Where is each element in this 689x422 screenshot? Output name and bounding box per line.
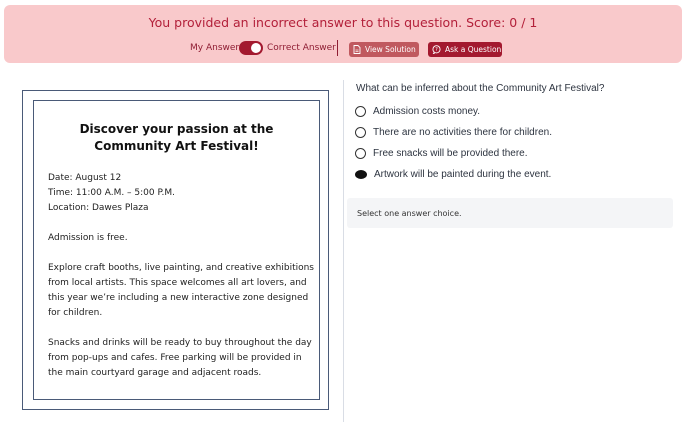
document-icon [353,45,361,54]
passage-location: Location: Dawes Plaza [48,203,149,213]
correct-answer-label: Correct Answer [267,43,336,53]
answer-option-c[interactable] [355,146,528,160]
answer-controls [4,38,682,58]
passage-line: from local artists. This space welcomes all art lovers, and [48,278,307,288]
option-label: There are no activities there for children. [373,126,552,138]
passage-card [33,100,320,400]
toggle-knob [251,43,261,53]
option-label: Artwork will be painted during the event. [374,168,552,180]
radio-button[interactable] [355,127,366,138]
answer-option-b[interactable] [355,125,552,139]
passage-title: Discover your passion at the Community Art Festival! [79,122,274,153]
answer-option-d[interactable] [355,167,551,181]
option-label: Admission costs money. [373,105,481,117]
question-bubble-icon [432,45,441,54]
my-answer-label: My Answer [190,43,240,53]
radio-button[interactable] [355,148,366,159]
passage-line: for children. [48,308,103,318]
passage-date: Date: August 12 [48,173,122,183]
ask-question-label: Ask a Question [445,45,502,54]
controls-divider [337,40,338,56]
passage-line: from pop-ups and cafes. Free parking will be provided in [48,353,302,363]
feedback-banner [4,5,682,63]
view-solution-button[interactable] [349,42,419,57]
view-solution-label: View Solution [365,45,416,54]
instruction-text: Select one answer choice. [357,209,462,218]
answer-option-a[interactable] [355,104,480,118]
option-label: Free snacks will be provided there. [373,147,528,159]
passage-line: Explore craft booths, live painting, and creative exhibitions [48,263,314,273]
instruction-box [347,198,673,228]
radio-button-selected[interactable] [355,170,367,179]
passage-line: this year we’re including a new interactive zone designed [48,293,309,303]
ask-question-button[interactable] [428,42,502,57]
answer-toggle[interactable] [239,41,263,55]
column-divider [343,80,344,422]
question-prompt: What can be inferred about the Community Art Festival? [356,83,605,94]
svg-text:?: ? [435,47,438,53]
passage-time: Time: 11:00 A.M. – 5:00 P.M. [48,188,176,198]
passage-admission: Admission is free. [48,233,128,243]
feedback-message: You provided an incorrect answer to this question. Score: 0 / 1 [148,15,538,30]
passage-line: the main courtyard garage and adjacent roads. [48,368,262,378]
radio-button[interactable] [355,106,366,117]
passage-line: Snacks and drinks will be ready to buy throughout the day [48,338,312,348]
